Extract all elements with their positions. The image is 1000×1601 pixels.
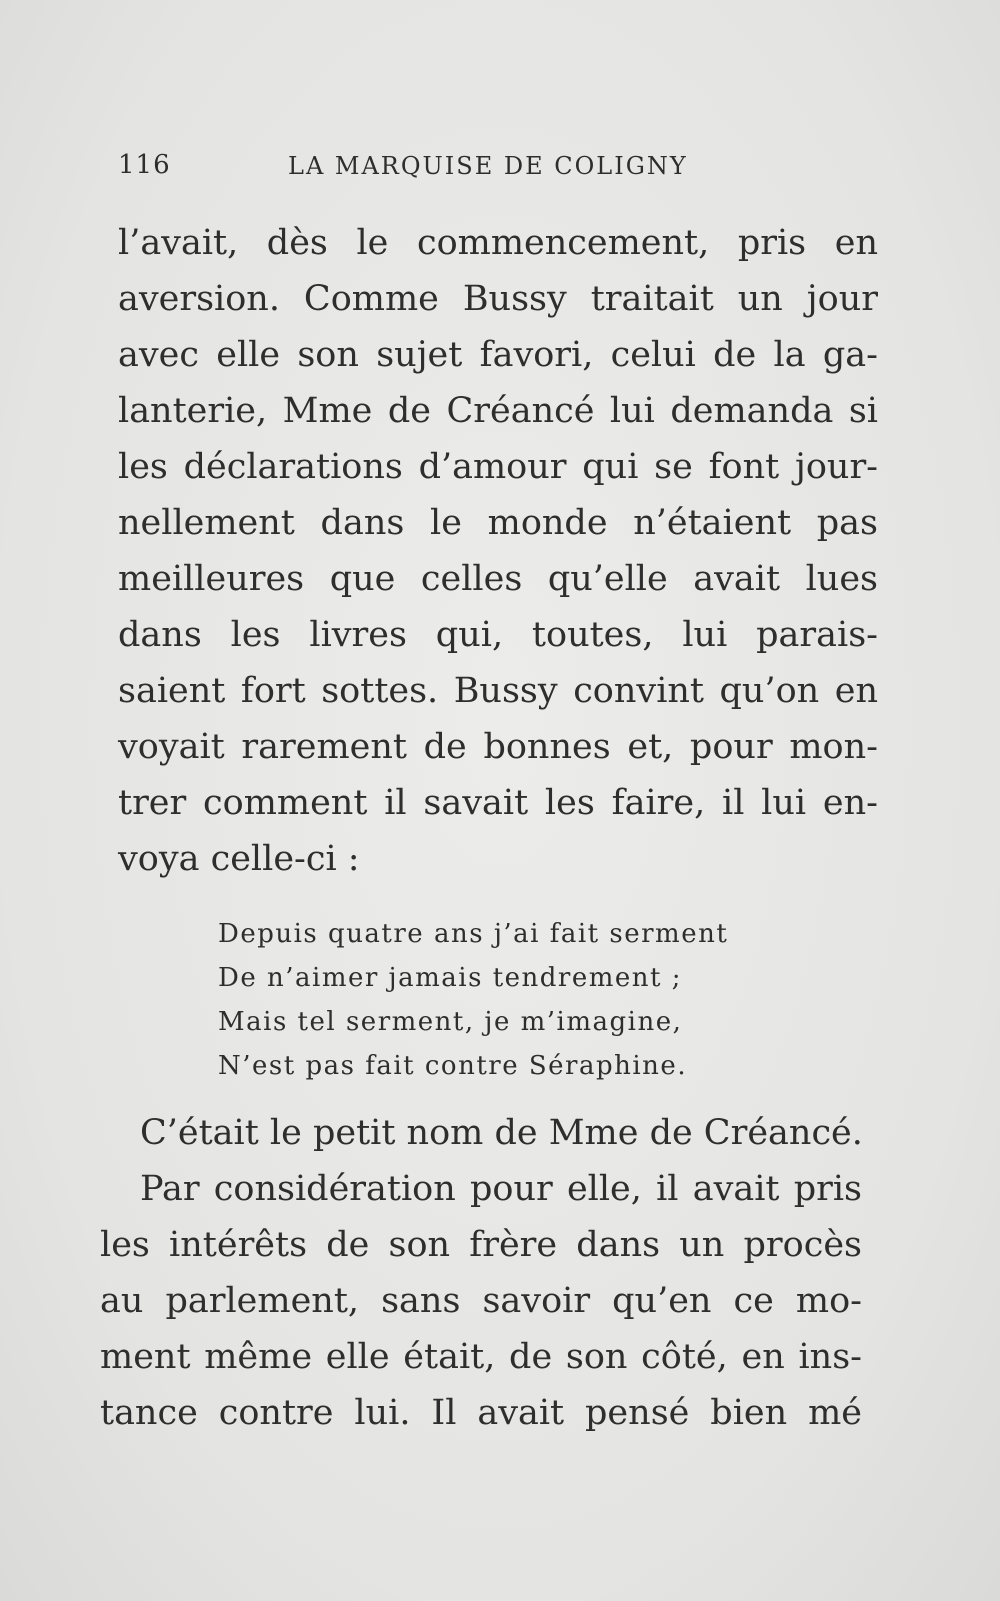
text-line: ment même elle était, de son côté, en ins- — [100, 1337, 862, 1377]
text-line: tance contre lui. Il avait pensé bien mé — [100, 1393, 862, 1433]
text-line: saient fort sottes. Bussy convint qu’on en — [118, 671, 878, 711]
text-line: au parlement, sans savoir qu’en ce mo- — [100, 1281, 862, 1321]
page-number: 116 — [118, 150, 171, 180]
text-line: dans les livres qui, toutes, lui parais- — [118, 615, 878, 655]
paragraph-2 — [100, 1105, 862, 1441]
verse-line: N’est pas fait contre Séraphine. — [218, 1051, 688, 1081]
text-line: voyait rarement de bonnes et, pour mon- — [118, 727, 878, 767]
running-head — [118, 150, 718, 190]
text-line: aversion. Comme Bussy traitait un jour — [118, 279, 878, 319]
text-line: meilleures que celles qu’elle avait lues — [118, 559, 878, 599]
verse-line: Depuis quatre ans j’ai fait serment — [218, 919, 729, 949]
text-line: C’était le petit nom de Mme de Créancé. — [140, 1113, 863, 1153]
text-line: les déclarations d’amour qui se font jour- — [118, 447, 878, 487]
text-line: avec elle son sujet favori, celui de la ga- — [118, 335, 878, 375]
text-line: trer comment il savait les faire, il lui en- — [118, 783, 878, 823]
verse-line: De n’aimer jamais tendrement ; — [218, 963, 682, 993]
text-line: les intérêts de son frère dans un procès — [100, 1225, 862, 1265]
verse-quatrain — [218, 912, 758, 1088]
text-line: lanterie, Mme de Créancé lui demanda si — [118, 391, 878, 431]
text-line: l’avait, dès le commencement, pris en — [118, 223, 878, 263]
text-line: voya celle-ci : — [118, 839, 360, 879]
text-line: Par considération pour elle, il avait pris — [140, 1169, 862, 1209]
verse-line: Mais tel serment, je m’imagine, — [218, 1007, 683, 1037]
paragraph-1 — [118, 215, 878, 887]
text-line: nellement dans le monde n’étaient pas — [118, 503, 878, 543]
running-title: LA MARQUISE DE COLIGNY — [288, 152, 688, 180]
